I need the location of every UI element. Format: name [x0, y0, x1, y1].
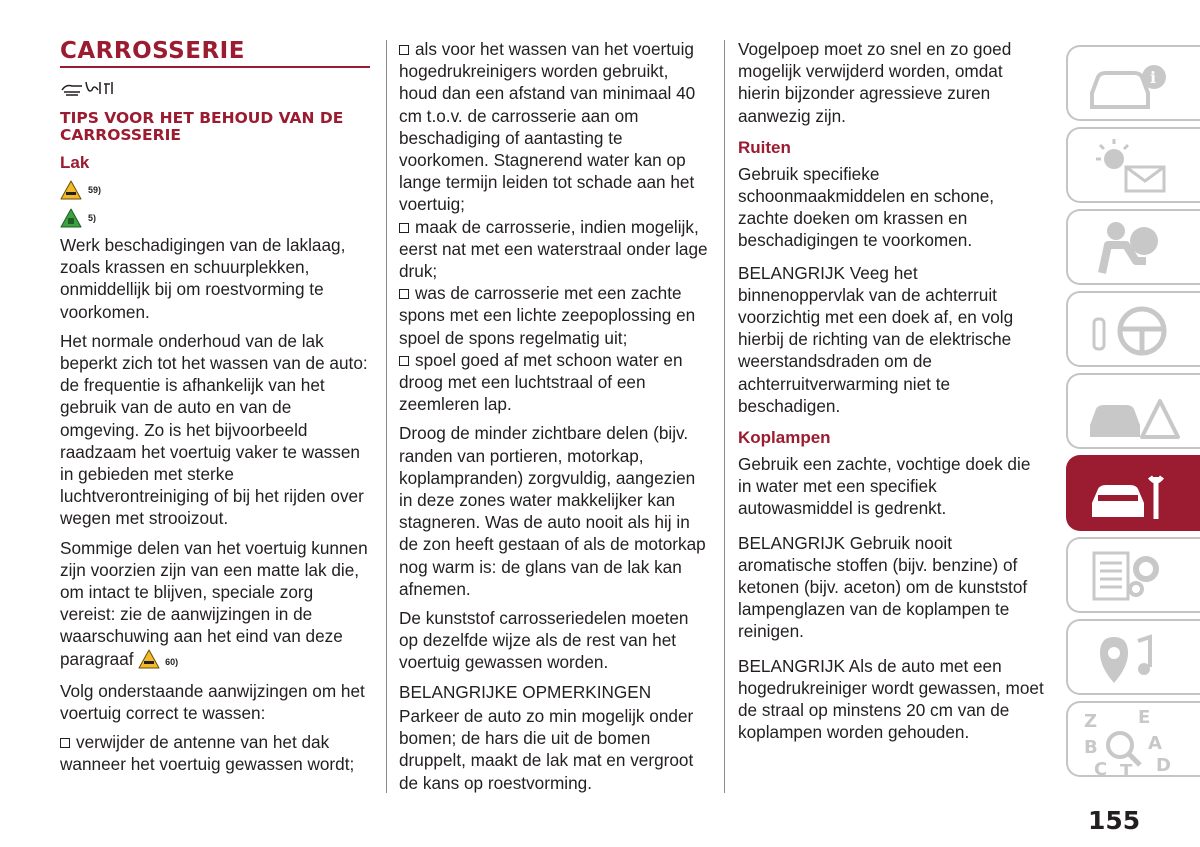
- tab-car-info[interactable]: [1066, 45, 1200, 121]
- column-3: [738, 38, 1048, 750]
- section-subtitle: TIPS VOOR HET BEHOUD VAN DE CARROSSERIE: [60, 109, 344, 144]
- paragraph: Sommige delen van het voertuig kunnen zijn voorzien zijn van een matte lak die, om intact te blijven, speciale zorg vereist: zie de aanwijzingen in de waarschuwing aan het eind van deze paragraaf 60): [60, 537, 368, 669]
- bullet-item: als voor het wassen van het voertuig hogedrukreinigers worden gebruikt, houd dan een afstand van minimaal 40 cm t.o.v. de carrosserie aan om beschadiging of aantasting te voorkomen. Stagnerend water kan op lange termijn leiden tot schade aan het voertuig;: [399, 39, 696, 215]
- warning-triangle-icon: [138, 649, 160, 669]
- tab-dashboard[interactable]: [1066, 127, 1200, 203]
- column-divider: [724, 40, 725, 793]
- index-letter: Z: [1084, 711, 1098, 732]
- bullet-item: verwijder de antenne van het dak wanneer het voertuig gewassen wordt;: [60, 732, 355, 775]
- wash-logo-icon: [60, 76, 372, 98]
- heading-koplampen: Koplampen: [738, 428, 831, 448]
- index-letter: E: [1138, 709, 1151, 728]
- tab-starting[interactable]: [1066, 291, 1200, 367]
- tab-index[interactable]: [1066, 701, 1200, 781]
- page-number: 155: [1088, 806, 1141, 835]
- index-letter: D: [1156, 755, 1171, 776]
- paragraph: BELANGRIJK Als de auto met een hogedrukreiniger wordt gewassen, moet de straal op minstens 20 cm van de koplampen worden gehouden.: [738, 655, 1044, 743]
- tab-technical-data[interactable]: [1066, 537, 1200, 613]
- paragraph: Volg onderstaande aanwijzingen om het voertuig correct te wassen:: [60, 680, 365, 724]
- paragraph: Gebruik een zachte, vochtige doek die in water met een specifiek autowasmiddel is gedrenkt.: [738, 454, 1031, 519]
- bullet-square-icon: [399, 356, 409, 366]
- bullet-square-icon: [60, 738, 70, 748]
- environment-triangle-icon: [60, 208, 82, 228]
- paragraph: Gebruik specifieke schoonmaakmiddelen en schone, zachte doeken om krassen en beschadigingen te voorkomen.: [738, 163, 995, 251]
- bullet-item: was de carrosserie met een zachte spons met een lichte zeepoplossing en spoel de spons regelmatig uit;: [399, 283, 696, 348]
- maintenance-icon: [1080, 463, 1190, 525]
- index-letter: T: [1120, 761, 1133, 781]
- safety-airbag-icon: [1080, 217, 1190, 279]
- column-2: [399, 38, 711, 801]
- heading-ruiten: Ruiten: [738, 137, 791, 157]
- bullet-square-icon: [399, 289, 409, 299]
- tab-multimedia[interactable]: [1066, 619, 1200, 695]
- bullet-square-icon: [399, 223, 409, 233]
- column-1: [60, 38, 372, 776]
- title-divider: [60, 66, 370, 68]
- environment-ref: 5): [60, 206, 372, 230]
- bullet-item: maak de carrosserie, indien mogelijk, eerst nat met een waterstraal onder lage druk;: [399, 216, 708, 282]
- paragraph: Werk beschadigingen van de laklaag, zoals krassen en schuurplekken, onmiddellijk bij om roestvorming te voorkomen.: [60, 235, 346, 322]
- index-icon: [1080, 709, 1190, 781]
- paragraph: BELANGRIJK Gebruik nooit aromatische stoffen (bijv. benzine) of ketonen (bijv. aceton) om de kunststof lampenglazen van de koplampen te reinigen.: [738, 532, 1028, 642]
- svg-text:i: i: [1150, 68, 1157, 87]
- warning-triangle-icon: [60, 180, 82, 200]
- tab-maintenance[interactable]: [1066, 455, 1200, 531]
- paragraph: BELANGRIJKE OPMERKINGEN: [399, 681, 652, 702]
- index-letter: B: [1084, 737, 1098, 758]
- tab-safety[interactable]: [1066, 209, 1200, 285]
- bullet-square-icon: [399, 45, 409, 55]
- column-divider: [386, 40, 387, 793]
- warning-ref-1: 59): [60, 178, 372, 202]
- paragraph: Droog de minder zichtbare delen (bijv. randen van portieren, motorkap, koplampranden) zorgvuldig, aangezien in deze zones water makkelijker kan stagneren. Was de auto nooit als hij in de zon heeft gestaan of als de motorkap nog warm is: de glans van de lak kan afnemen.: [399, 423, 706, 599]
- paragraph: Parkeer de auto zo min mogelijk onder bomen; de hars die uit de bomen druppelt, maakt de lak mat en vergroot de kans op roestvorming.: [399, 705, 694, 793]
- index-letter: A: [1148, 733, 1162, 754]
- bullet-item: spoel goed af met schoon water en droog met een luchtstraal of een zeemleren lap.: [399, 349, 683, 415]
- paragraph: De kunststof carrosseriedelen moeten op dezelfde wijze als de rest van het voertuig gewassen worden.: [399, 608, 689, 673]
- steering-key-icon: [1080, 299, 1190, 361]
- emergency-icon: [1080, 381, 1190, 443]
- multimedia-icon: [1080, 627, 1190, 689]
- page-title: CARROSSERIE: [60, 38, 245, 64]
- car-info-icon: [1080, 53, 1190, 115]
- paragraph: BELANGRIJK Veeg het binnenoppervlak van de achterruit voorzichtig met een doek af, en volg hierbij de richting van de elektrische weerstandsdraden om de achterruitverwarming niet te beschadigen.: [738, 262, 1014, 416]
- technical-data-icon: [1080, 545, 1190, 607]
- heading-lak: Lak: [60, 153, 90, 172]
- index-letter: C: [1094, 759, 1108, 780]
- paragraph: Vogelpoep moet zo snel en zo goed mogelijk verwijderd worden, omdat hierin bijzonder agressieve zuren aanwezig zijn.: [738, 39, 1012, 126]
- dashboard-lights-icon: [1080, 135, 1190, 197]
- tab-emergency[interactable]: [1066, 373, 1200, 449]
- paragraph: Het normale onderhoud van de lak beperkt zich tot het wassen van de auto: de frequentie is afhankelijk van het gebruik van de auto en van de omgeving. Zo is het bijvoorbeeld raadzaam het voertuig vaker te wassen in gebieden met sterke luchtverontreiniging of bij het rijden over wegen met strooizout.: [60, 330, 368, 529]
